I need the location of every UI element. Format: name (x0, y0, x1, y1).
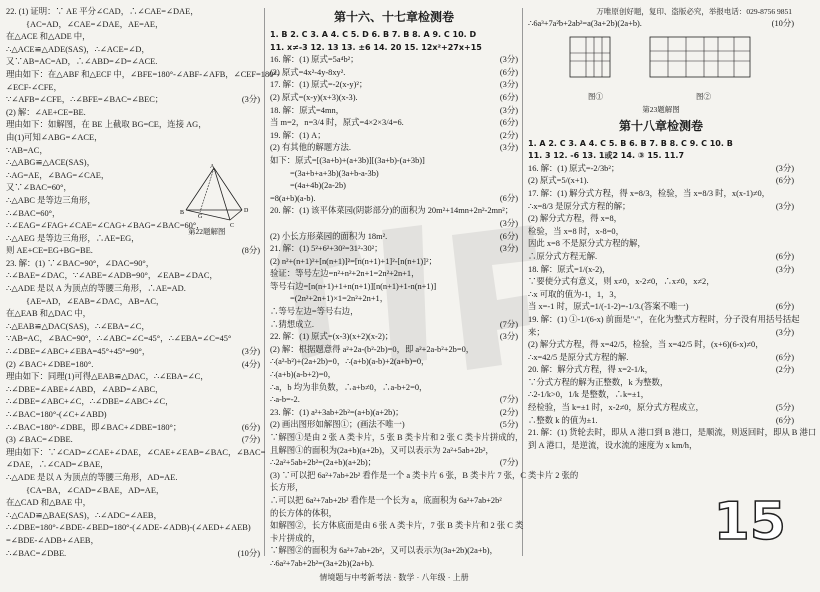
solution-line: 23. 解：(1) ∵∠BAC=90°，∠DAC=90°， (6, 258, 155, 268)
solution-lines (528, 163, 817, 453)
svg-text:B: B (180, 210, 185, 216)
solution-line: ∴(a+b)(a-b+2)=0， (270, 370, 337, 380)
solution-line: (2) 解：根据题意得 a²+2a-(b²-2b)=0，即 a²+2a-b²+2b=0， (270, 344, 475, 354)
solution-line: ∴△ABG≌△ACE(SAS)， (6, 158, 95, 168)
solution-line: 20. 解：解分式方程，得 x=2-1/k， (2分) (528, 365, 794, 375)
solution-line: ∵解图②的面积为 6a²+7ab+2b²，又可以表示为(3a+2b)(2a+b)， (270, 546, 498, 556)
solution-line: 在△ACE 和△ADE 中， (6, 32, 91, 42)
solution-line: ∴△ADE 是以 A 为顶点的等腰三角形，AD=AE. (6, 472, 178, 482)
solution-line: ∴∠DBE=∠ABC+∠C，∴∠DBE=∠ABC+∠C， (6, 397, 174, 407)
solution-line: ∴∠EAG=∠FAG+∠CAE=∠CAG+∠BAG=∠BAC=60°， (6, 221, 205, 231)
solution-line: 19. 解：(1) A； (2分) (270, 130, 518, 140)
solution-line: ∴2-1/k>0，1/k 是整数，∴k=±1， (528, 390, 650, 400)
solution-line: 在△EAB 和△DAC 中， (6, 309, 92, 319)
solution-line: ∴∠DBE=∠ABE+∠ABD，∠ABD=∠ABC， (6, 384, 164, 394)
solution-line: ∴可以把 6a²+7ab+2b² 看作是一个长为 a，底面积为 6a²+7ab+2b² (270, 495, 502, 505)
column-divider (264, 8, 265, 556)
solution-line: 长方形， (270, 483, 304, 493)
solution-line: 验证：等号左边=n²+n²+2n+1=2n²+2n+1， (270, 269, 420, 279)
solution-line: ∴△ADE 是以 A 为顶点的等腰三角形，∴AE=AD. (6, 284, 186, 294)
solution-line: (2) n²+(n+1)²+[n(n+1)]²=[n(n+1)+1]²-[n(n+1)]²； (270, 256, 437, 266)
solution-line: 当 m=2，n=3/4 时，原式=4×2×3/4=6. (6分) (270, 118, 518, 128)
solution-line: (2) 小长方形菜园的面积为 18m². (6分) (270, 231, 518, 241)
solution-line: 经检验，当 k=±1 时，x-2≠0，原分式方程成立， (5分) (528, 403, 794, 413)
solution-line: 卡片拼成的， (270, 533, 321, 543)
solution-line: ∵AB=AC， (6, 145, 48, 155)
solution-line: ∵分式方程的解为正整数，k 为整数， (528, 377, 669, 387)
solution-line: 22. (1) 证明：∵ AE 平分∠CAD，∴∠CAE=∠DAE， (6, 7, 199, 16)
solution-line: ∴∠BAC=180°-∠DBE，即∠BAC+∠DBE=180°； (6分) (6, 422, 260, 432)
solution-line: 21. 解：(1) 货轮去时，即从 A 港口到 B 港口，是顺流，则返回时，即从 B 港口 (528, 428, 817, 438)
solution-line: 16. 解：(1) 原式=-2/3b²； (3分) (528, 163, 794, 173)
solution-line: (2) 解：∠AE+CE=BE. (6, 107, 86, 117)
solution-line: ∴等号左边=等号右边， (270, 307, 359, 317)
solution-line: ∴∠BAC=180°-(∠C+∠ABD) (6, 410, 107, 419)
solution-line: 理由如下：如解图，在 BE 上截取 BG=CE，连接 AG， (6, 120, 207, 130)
solution-line: (2) 原式=4x²-4y-8xy². (6分) (270, 67, 518, 77)
solution-line: ∴原分式方程无解. (6分) (528, 251, 794, 261)
solution-line: {CA=BA，∠CAD=∠BAE，AD=AE， (26, 485, 165, 495)
solution-lines (6, 6, 280, 560)
svg-text:C: C (230, 223, 235, 229)
solution-line: 的长方体的体积， (270, 508, 337, 518)
solution-line: ∴∠DBE=180°-∠BDE-∠BED=180°-(∠ADE-∠ADB)-(∠AED+∠AEB) (6, 523, 251, 533)
solution-line: (3) ∠BAC=∠DBE. (7分) (6, 435, 260, 445)
solution-line: ∴6a²+7ab+2b²=(3a+2b)(2a+b). (270, 558, 374, 568)
solution-line: ∴∠DBE=∠ABC+∠EBA=45°+45°=90°， (3分) (6, 347, 260, 357)
figure-1-label: 图① (588, 91, 603, 101)
solution-line: ∴△AEG 是等边三角形，∴AE=EG， (6, 233, 140, 243)
solution-line: =∠BDE-∠ADB+∠AEB， (6, 535, 99, 545)
solution-line: 理由如下：同理(1)可得△EAB≌△DAC，∴∠EBA=∠C， (6, 372, 209, 382)
solution-line: ∴2a²+5ab+2b²=(2a+b)(a+2b)； (7分) (270, 458, 518, 468)
solution-line: 如解图②，长方体底面是由 6 张 A 类卡片，7 张 B 类卡片和 2 张 C 类 (270, 521, 524, 531)
solution-line: (3分) (499, 218, 518, 228)
choice-answers: 1. B 2. C 3. A 4. C 5. D 6. B 7. B 8. A 9. C 10. D (270, 30, 477, 39)
solution-line: {AC=AD，∠CAE=∠DAE，AE=AE， (26, 19, 164, 29)
solution-line: ∴△CAD≌△BAE(SAS)，∴∠ADC=∠AEB， (6, 510, 162, 520)
solution-line: 到 A 港口，是逆流，设水流的速度为 x km/h， (528, 440, 698, 450)
solution-line: ∴x=8/3 是原分式方程的解； (3分) (528, 201, 794, 211)
solution-line: ∴猜想成立. (7分) (270, 319, 518, 329)
solution-line: ∴△ABC 是等边三角形， (6, 195, 96, 205)
page-number: 15 (713, 492, 786, 552)
solution-line: 17. 解：(1) 解分式方程，得 x=8/3，检验，当 x=8/3 时，x(x-1)≠0， (528, 188, 771, 198)
choice-answers: 1. A 2. C 3. A 4. C 5. B 6. B 7. B 8. C 9. C 10. B (528, 138, 733, 148)
solution-line: 18. 解：原式=1/(x-2)， (3分) (528, 264, 794, 274)
solution-line: (2) 解分式方程，得 x=42/5，检验，当 x=42/5 时，(x+6)(6-x)≠0， (528, 340, 764, 350)
solution-line: 当 x=-1 时，原式=1/(-1-2)=-1/3.(答案不唯一) (6分) (528, 302, 794, 312)
solution-line: 17. 解：(1) 原式=-2(x-y)²； (3分) (270, 80, 518, 90)
solution-line: 因此 x=8 不是原分式方程的解， (528, 239, 646, 249)
solution-line: 16. 解：(1) 原式=5a⁴b²； (3分) (270, 55, 518, 65)
solution-line: ∠ECF-∠CFE， (6, 82, 62, 92)
solution-line: (2) 原式=5/(x+1). (6分) (528, 176, 794, 186)
svg-text:G: G (198, 214, 203, 220)
solution-line: 23. 解：(1) a²+3ab+2b²=(a+b)(a+2b)； (2分) (270, 407, 518, 417)
figure-2-label: 图② (696, 91, 711, 101)
solution-line: ∴6a³+7a²b+2ab²=a(3a+2b)(2a+b). (10分) (528, 19, 794, 28)
solution-line: 如下：原式=[(3a+b)+(a+3b)][(3a+b)-(a+3b)] (270, 155, 425, 165)
solution-lines (528, 18, 794, 31)
solution-line: ∴a-b=-2. (7分) (270, 395, 518, 405)
solution-line: ∴∠BAC=60°， (6, 208, 61, 218)
solution-line: (2) 解分式方程，得 x=8， (528, 214, 623, 224)
solution-line: ∴x=42/5 是原分式方程的解. (6分) (528, 352, 794, 362)
fill-answers: 11. x≠-3 12. 13 13. ±6 14. 20 15. 12x²+27x+15 (270, 42, 482, 52)
solution-line: ∴△ACE≌△ADE(SAS)，∴∠ACE=∠D， (6, 44, 150, 54)
solution-line: ∵要使分式有意义，则 x≠0，x-2≠0，∴x≠0，x≠2， (528, 277, 715, 287)
solution-line: 由(1)可知∠ABG=∠ACE， (6, 132, 103, 142)
svg-text:A: A (210, 164, 215, 170)
solution-line: ∵AB=AC，∠BAC=90°，∴∠ABC=∠C=45°，∴∠EBA=∠C=45° (6, 334, 232, 344)
solution-line: 在△CAD 和△BAE 中， (6, 498, 92, 508)
page-footer: 情境题与中考新考法 · 数学 · 八年级 · 上册 (319, 573, 469, 582)
solution-line: ∴x 可取的值为-1，1，3， (528, 289, 622, 299)
solution-line: 18. 解：原式=4mn， (3分) (270, 105, 518, 115)
solution-line: 22. 解：(1) 原式=(x-3)(x+2)(x-2)； (3分) (270, 332, 518, 342)
solution-line: {AE=AD，∠EAB=∠DAC，AB=AC， (26, 296, 165, 306)
solution-line: ∴∠BAE=∠DAC，∵∠ABE=∠ADB=90°，∠EAB=∠DAC， (6, 271, 218, 281)
solution-line: 检验，当 x=8 时，x-8=0， (528, 226, 624, 236)
solution-line: 理由如下：∵∠CAD=∠CAE+∠DAE，∠CAE+∠EAB=∠BAC，∠BAC= (6, 447, 266, 457)
solution-line: 且解图①的面积为(2a+b)(a+2b)，又可以表示为 2a²+5ab+2b²， (270, 445, 494, 455)
section-title: 第十八章检测卷 (618, 118, 703, 133)
solution-line: ∴a，b 均为非负数，∴a+b≠0，∴a-b+2=0， (270, 382, 428, 392)
solution-line: ∵∠AFB=∠CFE，∴∠BFE=∠BAC=∠BEC； (3分) (6, 95, 260, 105)
solution-line: 19. 解：(1) ①-1/(6-x) 前面是"-"，在化为整式方程时，分子没有用括号括起 (528, 314, 800, 324)
solution-line: ∴AG=AE，∠BAG=∠CAE， (6, 170, 110, 180)
solution-line: =(2n²+2n+1)×1=2n²+2n+1， (290, 294, 389, 304)
solution-line: 21. 解：(1) 5²+6²+30²=31²-30²； (3分) (270, 244, 518, 254)
figure-23 (528, 31, 794, 105)
column-left (6, 6, 280, 558)
solution-line: ∴∠BAC=∠DBE. (10分) (6, 548, 260, 558)
solution-line: (2) 画出图形如解图①；(画法不唯一) (5分) (270, 420, 518, 430)
solution-line: 又∵∠BAC=60°， (6, 183, 72, 193)
column-right (528, 6, 817, 554)
triangle-figure-22 (180, 164, 260, 234)
solution-line: =8(a+b)(a-b). (6分) (270, 193, 518, 203)
solution-line: (2) 原式=(x-y)(x+3)(x-3). (6分) (270, 92, 518, 102)
grid-figure-2 (648, 35, 758, 85)
solution-line: (2) 有其他的解题方法. (3分) (270, 143, 518, 153)
solution-line: ∴(a²-b²)+(2a+2b)=0，∴(a+b)(a-b)+2(a+b)=0， (270, 357, 430, 367)
solution-line: 20. 解：(1) 该平体菜园(阴影部分)的面积为 20m²+14mn+2n²-2mn²； (270, 206, 514, 216)
fill-answers: 11. 3 12. -6 13. 1或2 14. ③ 15. 11.7 (528, 151, 685, 161)
solution-line: 又∵AB=AC=AD，∴∠ABD=∠D=∠ACE. (6, 57, 158, 67)
figure-caption-22: 第22题解图 (188, 227, 226, 236)
solution-line: =(3a+b+a+3b)(3a+b-a-3b) (290, 168, 379, 178)
solution-line: =(4a+4b)(2a-2b) (290, 181, 346, 191)
solution-line: 理由如下：在△ABF 和△ECF 中，∠BFE=180°-∠ABF-∠AFB，∠CEF=180°- (6, 69, 280, 79)
solution-line: (2) ∠BAC+∠DBE=180°. (4分) (6, 359, 260, 369)
anti-piracy-hotline: 万唯原创好题，复印、盗版必究，举报电话：029-8756 9851 (596, 7, 792, 16)
section-title: 第十六、十七章检测卷 (333, 10, 454, 24)
svg-text:D: D (244, 208, 249, 214)
solution-line: ∠DAE，∴∠CAD=∠BAE， (6, 460, 109, 470)
solution-line: 等号右边=[n(n+1)+1+n(n+1)][n(n+1)+1-n(n+1)] (270, 281, 437, 291)
grid-figure-1 (568, 35, 618, 85)
solution-line: ∴△EAB≌△DAC(SAS)，∴∠EBA=∠C， (6, 321, 150, 331)
solution-line: (3) ∵可以把 6a²+7ab+2b² 看作是一个 a 类卡片 6 张，B 类卡片 7 张，C 类卡片 2 张的 (270, 470, 579, 480)
solution-line: 来； (3分) (528, 327, 794, 337)
solution-line: 则 AE+CE=EG+BG=BE. (8分) (6, 246, 260, 256)
figure-caption-23: 第23题解图 (642, 104, 680, 114)
solution-line: ∵解图①是由 2 张 A 类卡片，5 张 B 类卡片和 2 张 C 类卡片拼成的， (270, 433, 524, 442)
solution-line: ∴整数 k 的值为±1. (6分) (528, 415, 794, 425)
